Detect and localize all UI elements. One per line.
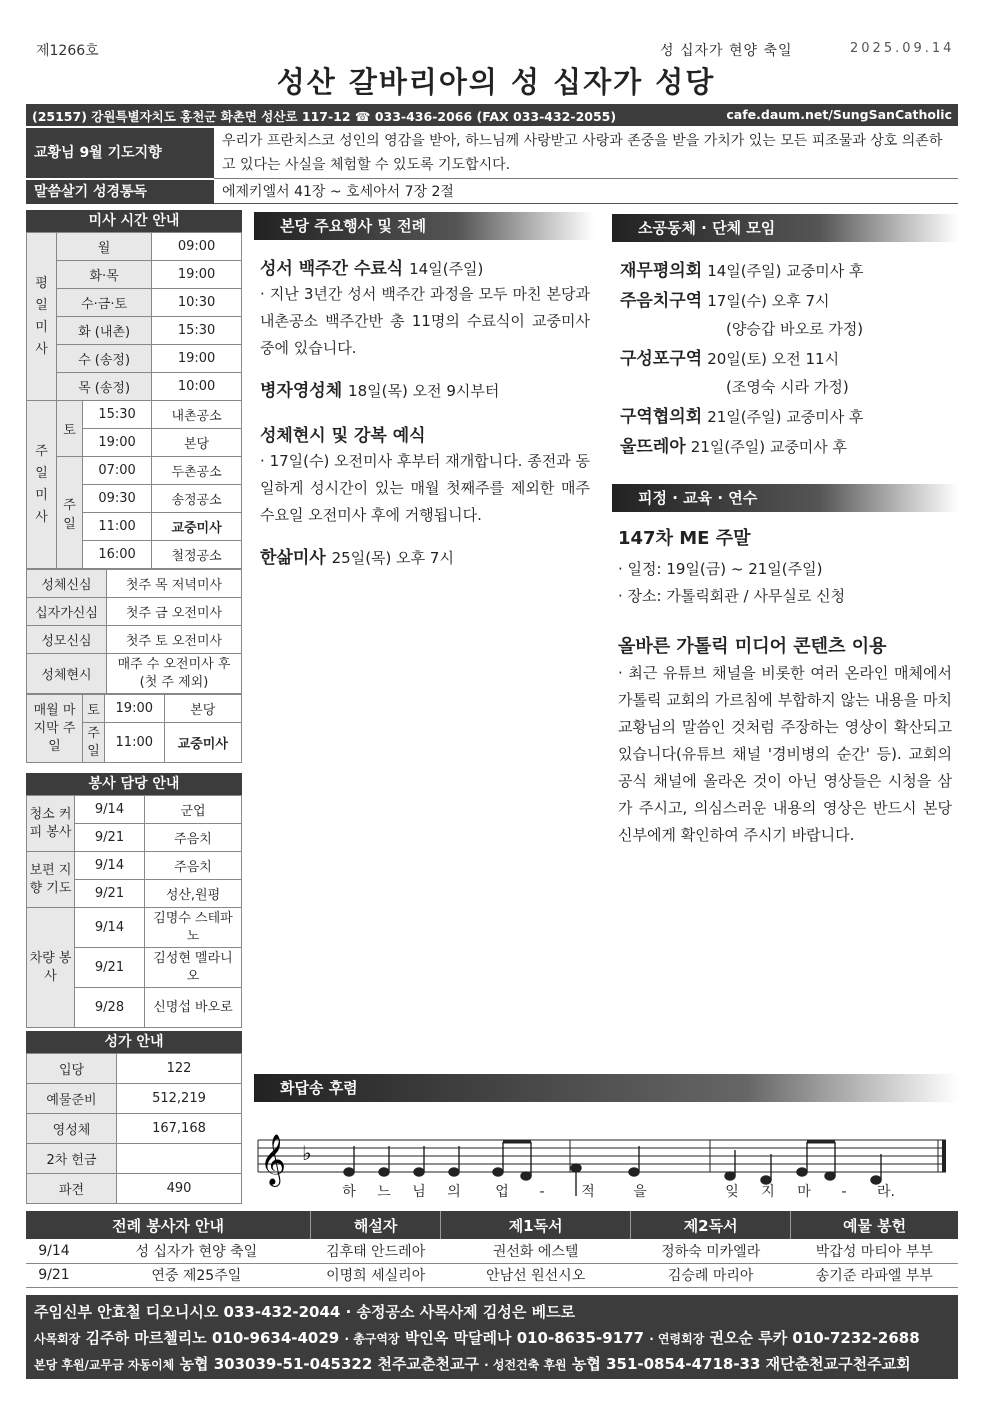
psalm-refrain: 화답송 후렴 𝄞 ♭ 하 느 님 의 업 - 적 을 잊 지 마 - 라. — [254, 1074, 958, 1202]
svg-text:-: - — [539, 1184, 545, 1200]
retreat-education: 피정 · 교육 · 연수 147차 ME 주말 · 일정: 19일(금) ~ 21일(주일) · 장소: 가톨릭회관 / 사무실로 신청 올바른 가톨릭 미디어 콘텐츠 이용 · 최근 유튜브 채널을 비롯한 여러 온라인 매체에서 가톨릭 교회의 가르침에 부합하지 않는 내용을 마치 교황님의 말씀인 것처럼 주장하는 영상이 확산되고 있습니다(유튜브 채널 '경비병의 순간' 등). 교회의 공식 채널에 올라온 것이 아닌 영상들은 시청을 삼가 주시고, 의심스러운 내용의 영상은 반드시 본당 신부에게 확인하여 주시기 바랍니다. — [612, 484, 958, 849]
hymn-table: 입당 122 예물준비 512,219 영성체 167,168 2차 헌금 파견 490 — [26, 1053, 242, 1204]
weekday-label: 평일미사 — [27, 233, 57, 401]
sunday-label: 주일미사 — [27, 401, 57, 569]
svg-text:을: 을 — [633, 1184, 647, 1200]
svg-text:적: 적 — [581, 1184, 595, 1200]
feast-name: 성 십자가 현양 축일 — [660, 43, 793, 59]
svg-text:지: 지 — [761, 1184, 775, 1200]
pope-intention-label: 교황님 9월 기도지향 — [26, 128, 214, 178]
service-table: 청소 커피 봉사 9/14 군업 9/21 주음치 보편 지향 기도 9/14 주음치 9/21 성산,원평 차량 봉사 9/14 김명수 스테파노 9/21 김성현 멜라니오 9/28 신명섭 바오로 — [26, 795, 242, 1028]
bulletin-date: 2025.09.14 — [850, 41, 955, 56]
community-meetings: 소공동체 · 단체 모임 재무평의회 14일(주일) 교중미사 후 주음치구역 17일(수) 오후 7시 (양승갑 바오로 가정) 구성포구역 20일(토) 오전 11시 (조영숙 시라 가정) 구역협의회 21일(주일) 교중미사 후 울뜨레아 21일(주일) 교중미사 후 — [612, 214, 958, 462]
church-title: 성산 갈바리아의 성 십자가 성당 — [276, 65, 716, 99]
devotion-table: 성체신심 첫주 목 저녁미사 십자가신심 첫주 금 오전미사 성모신심 첫주 토 오전미사 성체현시 매주 수 오전미사 후 (첫 주 제외) — [26, 569, 242, 694]
cafe-link[interactable]: cafe.daum.net/SungSanCatholic — [726, 107, 952, 122]
svg-text:𝄞: 𝄞 — [260, 1134, 287, 1185]
svg-text:느: 느 — [377, 1184, 391, 1200]
liturgy-staff-table: 전례 봉사자 안내 해설자 제1독서 제2독서 예물 봉헌 9/14 성 십자가 현양 축일 김후태 안드레아 권선화 에스텔 정하숙 미카엘라 박갑성 마티아 부부 9/21 연중 제25주일 이명희 세실리아 안남선 원선시오 김승례 마리아 송기준 라파엘 부부 — [26, 1211, 958, 1288]
svg-text:라.: 라. — [877, 1184, 895, 1200]
svg-text:의: 의 — [447, 1184, 461, 1200]
hymn-guide: 성가 안내 입당 122 예물준비 512,219 영성체 167,168 2차 헌금 파견 490 — [26, 1031, 242, 1204]
svg-text:-: - — [841, 1184, 847, 1200]
music-staff — [254, 1102, 958, 1202]
parish-events: 본당 주요행사 및 전례 성서 백주간 수료식 14일(주일) · 지난 3년간 성서 백주간 과정을 모두 마친 본당과 내촌공소 백주간반 총 11명의 수료식이 교중미사 중에 있습니다. 병자영성체 18일(목) 오전 9시부터 성체현시 및 강복 예식 · 17일(수) 오전미사 후부터 재개합니다. 종전과 동일하게 성시간이 있는 매월 첫째주를 제외한 매주 수요일 오전미사 후에 거행됩니다. 한삶미사 25일(목) 오후 7시 — [254, 212, 594, 568]
svg-text:마: 마 — [797, 1184, 811, 1200]
footer-contacts: 주임신부 안효철 디오니시오 033-432-2044 · 송정공소 사목사제 김성은 베드로 사목회장 김주하 마르첼리노 010-9634-4029 · 총구역장 박인옥 막달레나 010-8635-9177 · 연령회장 권오순 루카 010-7232-2688 본당 후원/교무금 자동이체 농협 303039-51-045322 천주교춘천교구 · 성전건축 후원 농협 351-0854-4718-33 재단춘천교구천주교회 — [26, 1295, 958, 1379]
address-bar — [26, 104, 958, 126]
bible-reading-label: 말씀살기 성경통독 — [26, 180, 214, 204]
mass-times-title: 미사 시간 안내 — [26, 210, 242, 232]
svg-text:하: 하 — [342, 1184, 356, 1200]
service-duty: 봉사 담당 안내 청소 커피 봉사 9/14 군업 9/21 주음치 보편 지향 기도 9/14 주음치 9/21 성산,원평 차량 봉사 9/14 김명수 스테파노 9/21 김성현 멜라니오 9/28 신명섭 바오로 — [26, 773, 242, 1028]
svg-text:잊: 잊 — [725, 1184, 739, 1200]
table-row: 9/14 성 십자가 현양 축일 김후태 안드레아 권선화 에스텔 정하숙 미카엘라 박갑성 마티아 부부 — [26, 1239, 958, 1263]
last-sunday-table: 매월 마지막 주일 토 19:00 본당 주일 11:00 교중미사 — [26, 694, 242, 763]
table-row: 9/21 연중 제25주일 이명희 세실리아 안남선 원선시오 김승례 마리아 송기준 라파엘 부부 — [26, 1263, 958, 1287]
bible-reading-text: 에제키엘서 41장 ~ 호세아서 7장 2절 — [222, 184, 454, 200]
mass-table: 평일미사 월 09:00 화·목 19:00 수·금·토 10:30 화 (내촌) 15:30 수 (송정) 19:00 목 (송정) 10:00 주일미사 토 15:30 내촌공소 19:00 본당 주일 07:00 두촌공소 09:30 송정공소 11:00 교중미사 16:00 철정공소 — [26, 232, 242, 569]
svg-text:업: 업 — [495, 1184, 509, 1200]
mass-times — [26, 210, 242, 763]
prayer-intention — [26, 128, 958, 204]
address: (25157) 강원특별자치도 홍천군 화촌면 성산로 117-12 ☎ 033-436-2066 (FAX 033-432-2055) — [32, 109, 617, 124]
svg-text:님: 님 — [412, 1184, 426, 1200]
svg-text:♭: ♭ — [302, 1141, 312, 1165]
issue-number: 제1266호 — [36, 43, 99, 59]
pope-intention-text: 우리가 프란치스코 성인의 영감을 받아, 하느님께 사랑받고 사랑과 존중을 받을 가치가 있는 모든 피조물과 상호 의존하고 있다는 사실을 체험할 수 있도록 기도합시다. — [222, 133, 943, 173]
